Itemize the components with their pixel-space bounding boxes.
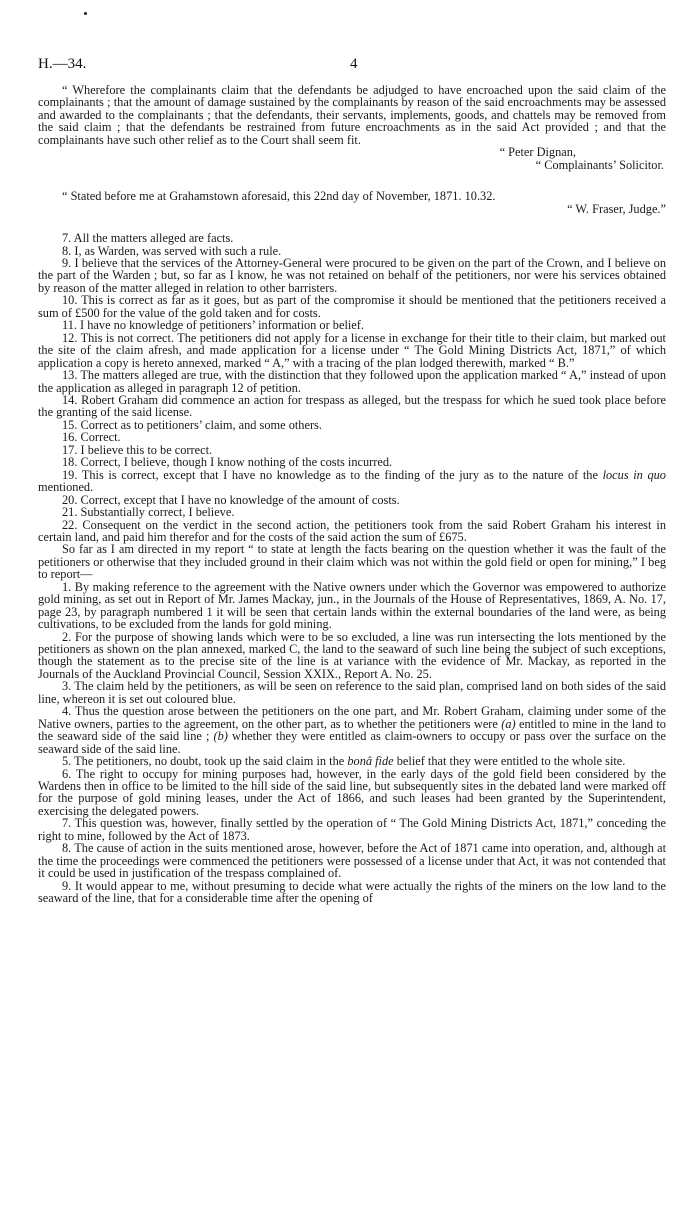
stray-dot xyxy=(84,12,87,15)
report-intro: So far as I am directed in my report “ to state at length the facts bearing on the question whether it was the fault of the petitioners or otherwise that they included ground in their claim which was not within the gold field or open for mining,” I beg to report— xyxy=(38,542,666,582)
stated-line: “ Stated before me at Grahamstown aforesaid, this 22nd day of November, 1871. 10.32. xyxy=(62,189,496,204)
item-17: 17. I believe this to be correct. xyxy=(62,442,213,457)
report-item-4-c: whether they were entitled as claim-owners to occupy or pass over the surface on the seaward side of the said line. xyxy=(38,729,666,756)
report-item-5-end: belief that they were entitled to the whole site. xyxy=(393,754,626,769)
report-item-9: 9. It would appear to me, without presuming to decide what were actually the rights of the miners on the low land to the seaward of the line, that for a considerable time after the opening of xyxy=(38,878,666,906)
document-body xyxy=(38,50,666,905)
report-item-5-italic: bonâ fide xyxy=(347,754,394,769)
item-21: 21. Substantially correct, I believe. xyxy=(62,505,235,520)
judge-signature: “ W. Fraser, Judge.” xyxy=(567,201,666,216)
report-item-1: 1. By making reference to the agreement with the Native owners under which the Governor was empowered to authorize gold mining, as set out in Report of Mr. James Mackay, jun., in the Journals of the House of Representatives, 1869, A. No. 17, page 23, by paragraph numbered 1 it will be seen that certain lands within the external boundaries of the land were, as being cultivations, to be excluded from the lands for gold mining. xyxy=(38,579,666,632)
report-item-2: 2. For the purpose of showing lands which were to be so excluded, a line was run intersecting the lots mentioned by the petitioners as shown on the plan annexed, marked C, the land to the seaward of such line being the subject of such exceptions, though the statement as to the precise site of the line is at variance with the evidence of Mr. Mackay, as reported in the Journals of the Auckland Provincial Council, Session XXIX., Report A. No. 25. xyxy=(38,629,666,681)
item-8: 8. I, as Warden, was served with such a rule. xyxy=(62,243,282,258)
report-item-4-a: 4. Thus the question arose between the petitioners on the one part, and Mr. Robert Graham, claiming under some of the Native owners, parties to the agreement, on the other part, as to whether the petitioners were xyxy=(38,704,666,731)
report-reference: H.—34. xyxy=(38,56,87,72)
item-19-end: mentioned. xyxy=(38,480,94,495)
report-item-5 xyxy=(38,755,666,767)
report-item-8: 8. The cause of action in the suits mentioned arose, however, before the Act of 1871 came into operation, and, although at the time the proceedings were commenced the petitioners were possessed of a license under that Act, it was not contended that it could be used in justification of the trespass complained of. xyxy=(38,841,666,881)
item-22: 22. Consequent on the verdict in the second action, the petitioners took from the said Robert Graham his interest in certain land, and paid him therefor and for the costs of the said action the sum of £675. xyxy=(38,517,666,544)
report-item-5-text: 5. The petitioners, no doubt, took up the said claim in the xyxy=(62,754,348,769)
solicitor-name: “ Peter Dignan, xyxy=(499,145,576,160)
item-18: 18. Correct, I believe, though I know nothing of the costs incurred. xyxy=(62,455,393,470)
item-19 xyxy=(38,469,666,494)
report-item-4-mark-a: (a) xyxy=(501,716,516,731)
item-19-text: 19. This is correct, except that I have no knowledge as to the finding of the jury as to the nature of the xyxy=(62,467,603,482)
report-item-7: 7. This question was, however, finally settled by the operation of “ The Gold Mining Districts Act, 1871,” conceding the right to mine, followed by the Act of 1873. xyxy=(38,816,666,843)
item-11: 11. I have no knowledge of petitioners’ information or belief. xyxy=(62,318,364,333)
solicitor-title: “ Complainants’ Solicitor. xyxy=(535,157,664,172)
item-10: 10. This is correct as far as it goes, but as part of the compromise it should be mentioned that the petitioners received a sum of £500 for the value of the gold taken and for costs. xyxy=(38,293,666,320)
report-item-4-b: entitled to mine in the land to the seaward side of the said line ; xyxy=(38,716,666,744)
page-number: 4 xyxy=(350,56,358,72)
report-item-4-mark-b: (b) xyxy=(213,729,228,744)
item-14: 14. Robert Graham did commence an action for trespass as alleged, but the trespass for which he sued took place before the granting of the said license. xyxy=(38,392,666,420)
item-7: 7. All the matters alleged are facts. xyxy=(62,231,234,246)
item-12: 12. This is not correct. The petitioners did not apply for a license in exchange for their title to their claim, but marked out the site of the claim afresh, and made application for a license under “ The Gold Mining Districts Act, 1871,” of which application a copy is hereto annexed, marked “ A,” with a tracing of the plan lodged therewith, marked “ B.” xyxy=(38,330,666,370)
report-item-3: 3. The claim held by the petitioners, as will be seen on reference to the said plan, comprised land on both sides of the said line, whereon it is set out coloured blue. xyxy=(38,679,666,706)
item-15: 15. Correct as to petitioners’ claim, and some others. xyxy=(62,417,322,432)
quoted-claim: “ Wherefore the complainants claim that the defendants be adjudged to have encroached upon the said claim of the complainants ; that the amount of damage sustained by the complainants by reason of the said encroachments may be assessed and awarded to the complainants ; that the defendants, their servants, implements, goods, and chattels may be removed from the said claim ; that the defendants be restrained from future encroachments as in the said Act provided ; and that the complainants have such other relief as to the Court shall seem fit. xyxy=(38,83,666,147)
report-item-6: 6. The right to occupy for mining purposes had, however, in the early days of the gold field been considered by the Wardens then in office to be limited to the hill side of the said line, but subsequently sites in the debated land were marked off for the purpose of gold mining leases, under the Act of 1866, and such leases had been granted by the Superintendent, exercising the delegated powers. xyxy=(38,766,666,818)
item-19-italic: locus in quo xyxy=(602,467,666,482)
item-9: 9. I believe that the services of the Attorney-General were procured to be given on the part of the Crown, and I believe on the part of the Warden ; but, so far as I know, he was not retained on behalf of the petitioners, nor were his services obtained by reason of the matter alleged in relation to other barristers. xyxy=(38,255,666,295)
report-item-4 xyxy=(38,705,666,755)
item-16: 16. Correct. xyxy=(62,430,121,445)
item-13: 13. The matters alleged are true, with the distinction that they followed upon the application marked “ A,” instead of upon the application as alleged in paragraph 12 of petition. xyxy=(38,368,666,395)
item-20: 20. Correct, except that I have no knowledge of the amount of costs. xyxy=(62,492,400,507)
